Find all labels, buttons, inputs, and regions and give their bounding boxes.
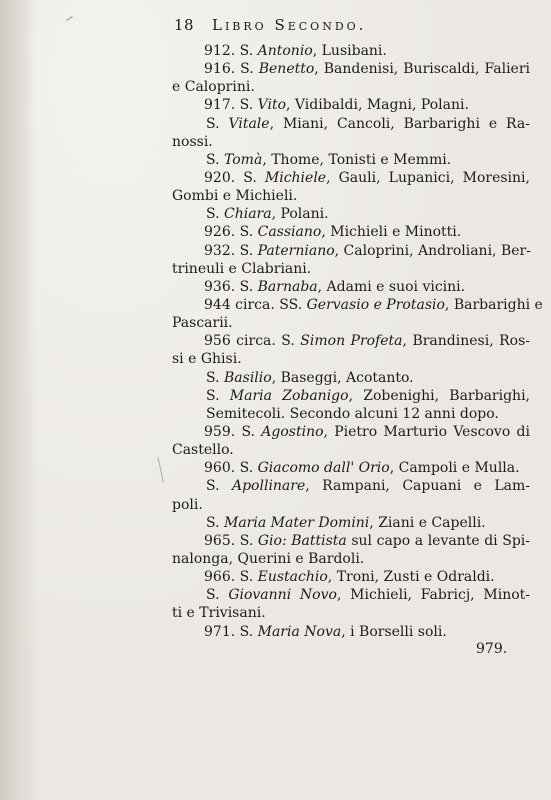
text-line: S. Chiara, Polani. [206, 206, 329, 223]
text-line: trineuli e Clabriani. [172, 260, 312, 277]
text-line: S. Apollinare, Rampani, Capuani e Lam- [206, 478, 530, 495]
text-line: nossi. [172, 133, 213, 150]
text-line: 959. S. Agostino, Pietro Marturio Vescovo di [204, 423, 530, 440]
running-head [174, 14, 467, 36]
text-line: poli. [172, 496, 203, 513]
text-line: S. Giovanni Novo, Michieli, Fabricj, Minot- [206, 587, 530, 604]
text-line: 956 circa. S. Simon Profeta, Brandinesi, Ros- [204, 333, 530, 350]
text-line: Gombi e Michieli. [172, 188, 298, 205]
text-line: 965. S. Gio: Battista sul capo a levante di Spi- [204, 532, 530, 549]
page-gutter-shadow [0, 0, 34, 800]
parish-list [172, 42, 543, 641]
text-line: 926. S. Cassiano, Michieli e Minotti. [204, 224, 462, 241]
text-line: 971. S. Maria Nova, i Borselli soli. [204, 623, 447, 640]
text-line: S. Tomà, Thome, Tonisti e Memmi. [206, 151, 452, 168]
text-line: 932. S. Paterniano, Caloprini, Androliani, Ber- [204, 242, 531, 259]
text-line: 912. S. Antonio, Lusibani. [204, 43, 387, 59]
text-line: e Caloprini. [172, 79, 255, 96]
text-line: S. Vitale, Miani, Cancoli, Barbarighi e Ra- [206, 115, 530, 132]
ink-mark [66, 16, 72, 21]
page-number: 18 [174, 16, 195, 34]
text-line: si e Ghisi. [172, 351, 242, 368]
text-line: S. Maria Mater Domini, Ziani e Capelli. [206, 514, 486, 531]
text-line: Castello. [172, 442, 234, 459]
text-line: 916. S. Benetto, Bandenisi, Buriscaldi, Falieri [204, 61, 530, 78]
text-line: nalonga, Querini e Bardoli. [172, 550, 365, 567]
running-title: Libro Secondo. [212, 16, 367, 34]
text-line: 920. S. Michiele, Gauli, Lupanici, Moresini, [204, 169, 530, 186]
text-line: 944 circa. SS. Gervasio e Protasio, Barbarighi e [204, 296, 543, 313]
text-line: S. Basilio, Baseggi, Acotanto. [206, 369, 414, 386]
text-line: 966. S. Eustachio, Troni, Zusti e Odraldi. [204, 569, 495, 586]
text-line: Semitecoli. Secondo alcuni 12 anni dopo. [206, 405, 499, 422]
signature-mark: 979. [476, 641, 508, 657]
text-line: 960. S. Giacomo dall' Orio, Campoli e Mulla. [204, 460, 520, 477]
text-line: ti e Trivisani. [172, 605, 266, 622]
text-line: Pascarii. [172, 315, 233, 332]
text-line: 917. S. Vito, Vidibaldi, Magni, Polani. [204, 97, 469, 114]
text-line: 936. S. Barnaba, Adami e suoi vicini. [204, 278, 466, 295]
text-line: S. Maria Zobanigo, Zobenighi, Barbarighi, [206, 387, 530, 404]
